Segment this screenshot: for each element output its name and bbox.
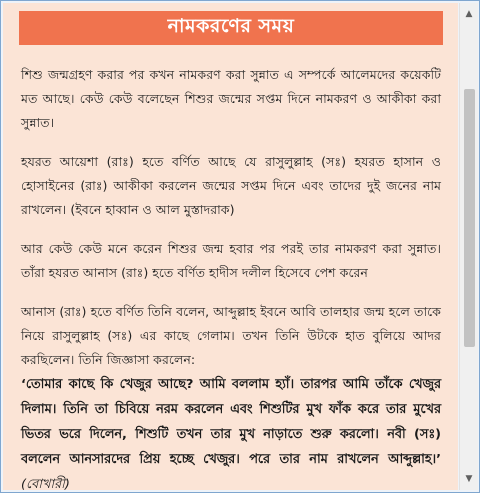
hadith-quote [21,372,441,490]
scrollbar-thumb[interactable] [464,89,475,347]
scroll-up-arrow-icon[interactable]: ▲ [465,9,473,19]
article-body [21,63,441,490]
page-title: নামকরণের সময় [19,11,443,45]
paragraph-2: হযরত আয়েশা (রাঃ) হতে বর্ণিত আছে যে রাসুলুল্লাহ (সঃ) হযরত হাসান ও হোসাইনের (রাঃ) আকীকা করলেন জন্মের সপ্তম দিনে এবং তাদের দুই জনের নাম রাখলেন। (ইবনে হাব্বান ও আল মুস্তাদরাক) [21,154,441,217]
paragraph-3: আর কেউ কেউ মনে করেন শিশুর জন্ম হবার পর পরই তার নামকরণ করা সুন্নাত। তাঁরা হযরত আনাস (রাঃ) হতে বর্ণিত হাদীস দলীল হিসেবে পেশ করেন [21,241,441,280]
scroll-down-arrow-icon[interactable]: ▼ [465,474,473,484]
paragraph-4: আনাস (রাঃ) হতে বর্ণিত তিনি বলেন, আব্দুল্লাহ ইবনে আবি তালহার জন্ম হলে তাকে নিয়ে রাসুলুল্লাহ (সঃ) এর কাছে গেলাম। তখন তিনি উটকে হাত বুলিয়ে আদর করছিলেন। তিনি জিজ্ঞাসা করলেন: [21,304,441,367]
paragraph-1: শিশু জন্মগ্রহণ করার পর কখন নামকরণ করা সুন্নাত এ সম্পর্কে আলেমদের কয়েকটি মত আছে। কেউ কেউ বলেছেন শিশুর জন্মের সপ্তম দিনে নামকরণ ও আকীকা করা সুন্নাত। [21,67,441,130]
hadith-quote-text: ‘তোমার কাছে কি খেজুর আছে? আমি বললাম হ্যাঁ। তারপর আমি তাঁকে খেজুর দিলাম। তিনি তা চিবিয়ে নরম করলেন এবং শিশুটির মুখ ফাঁক করে তার মুখের ভিতর ভরে দিলেন, শিশুটি তখন তার মুখ নাড়াতে শুরু করলো। নবী (সঃ) বললেন আনসারদের প্রিয় হচ্ছে খেজুর। পরে তার নাম রাখলেন আব্দুল্লাহ।’ [21,377,441,467]
content-viewport[interactable] [3,3,458,490]
vertical-scrollbar[interactable] [459,3,478,490]
hadith-quote-reference: (বোখারী) [21,477,70,490]
